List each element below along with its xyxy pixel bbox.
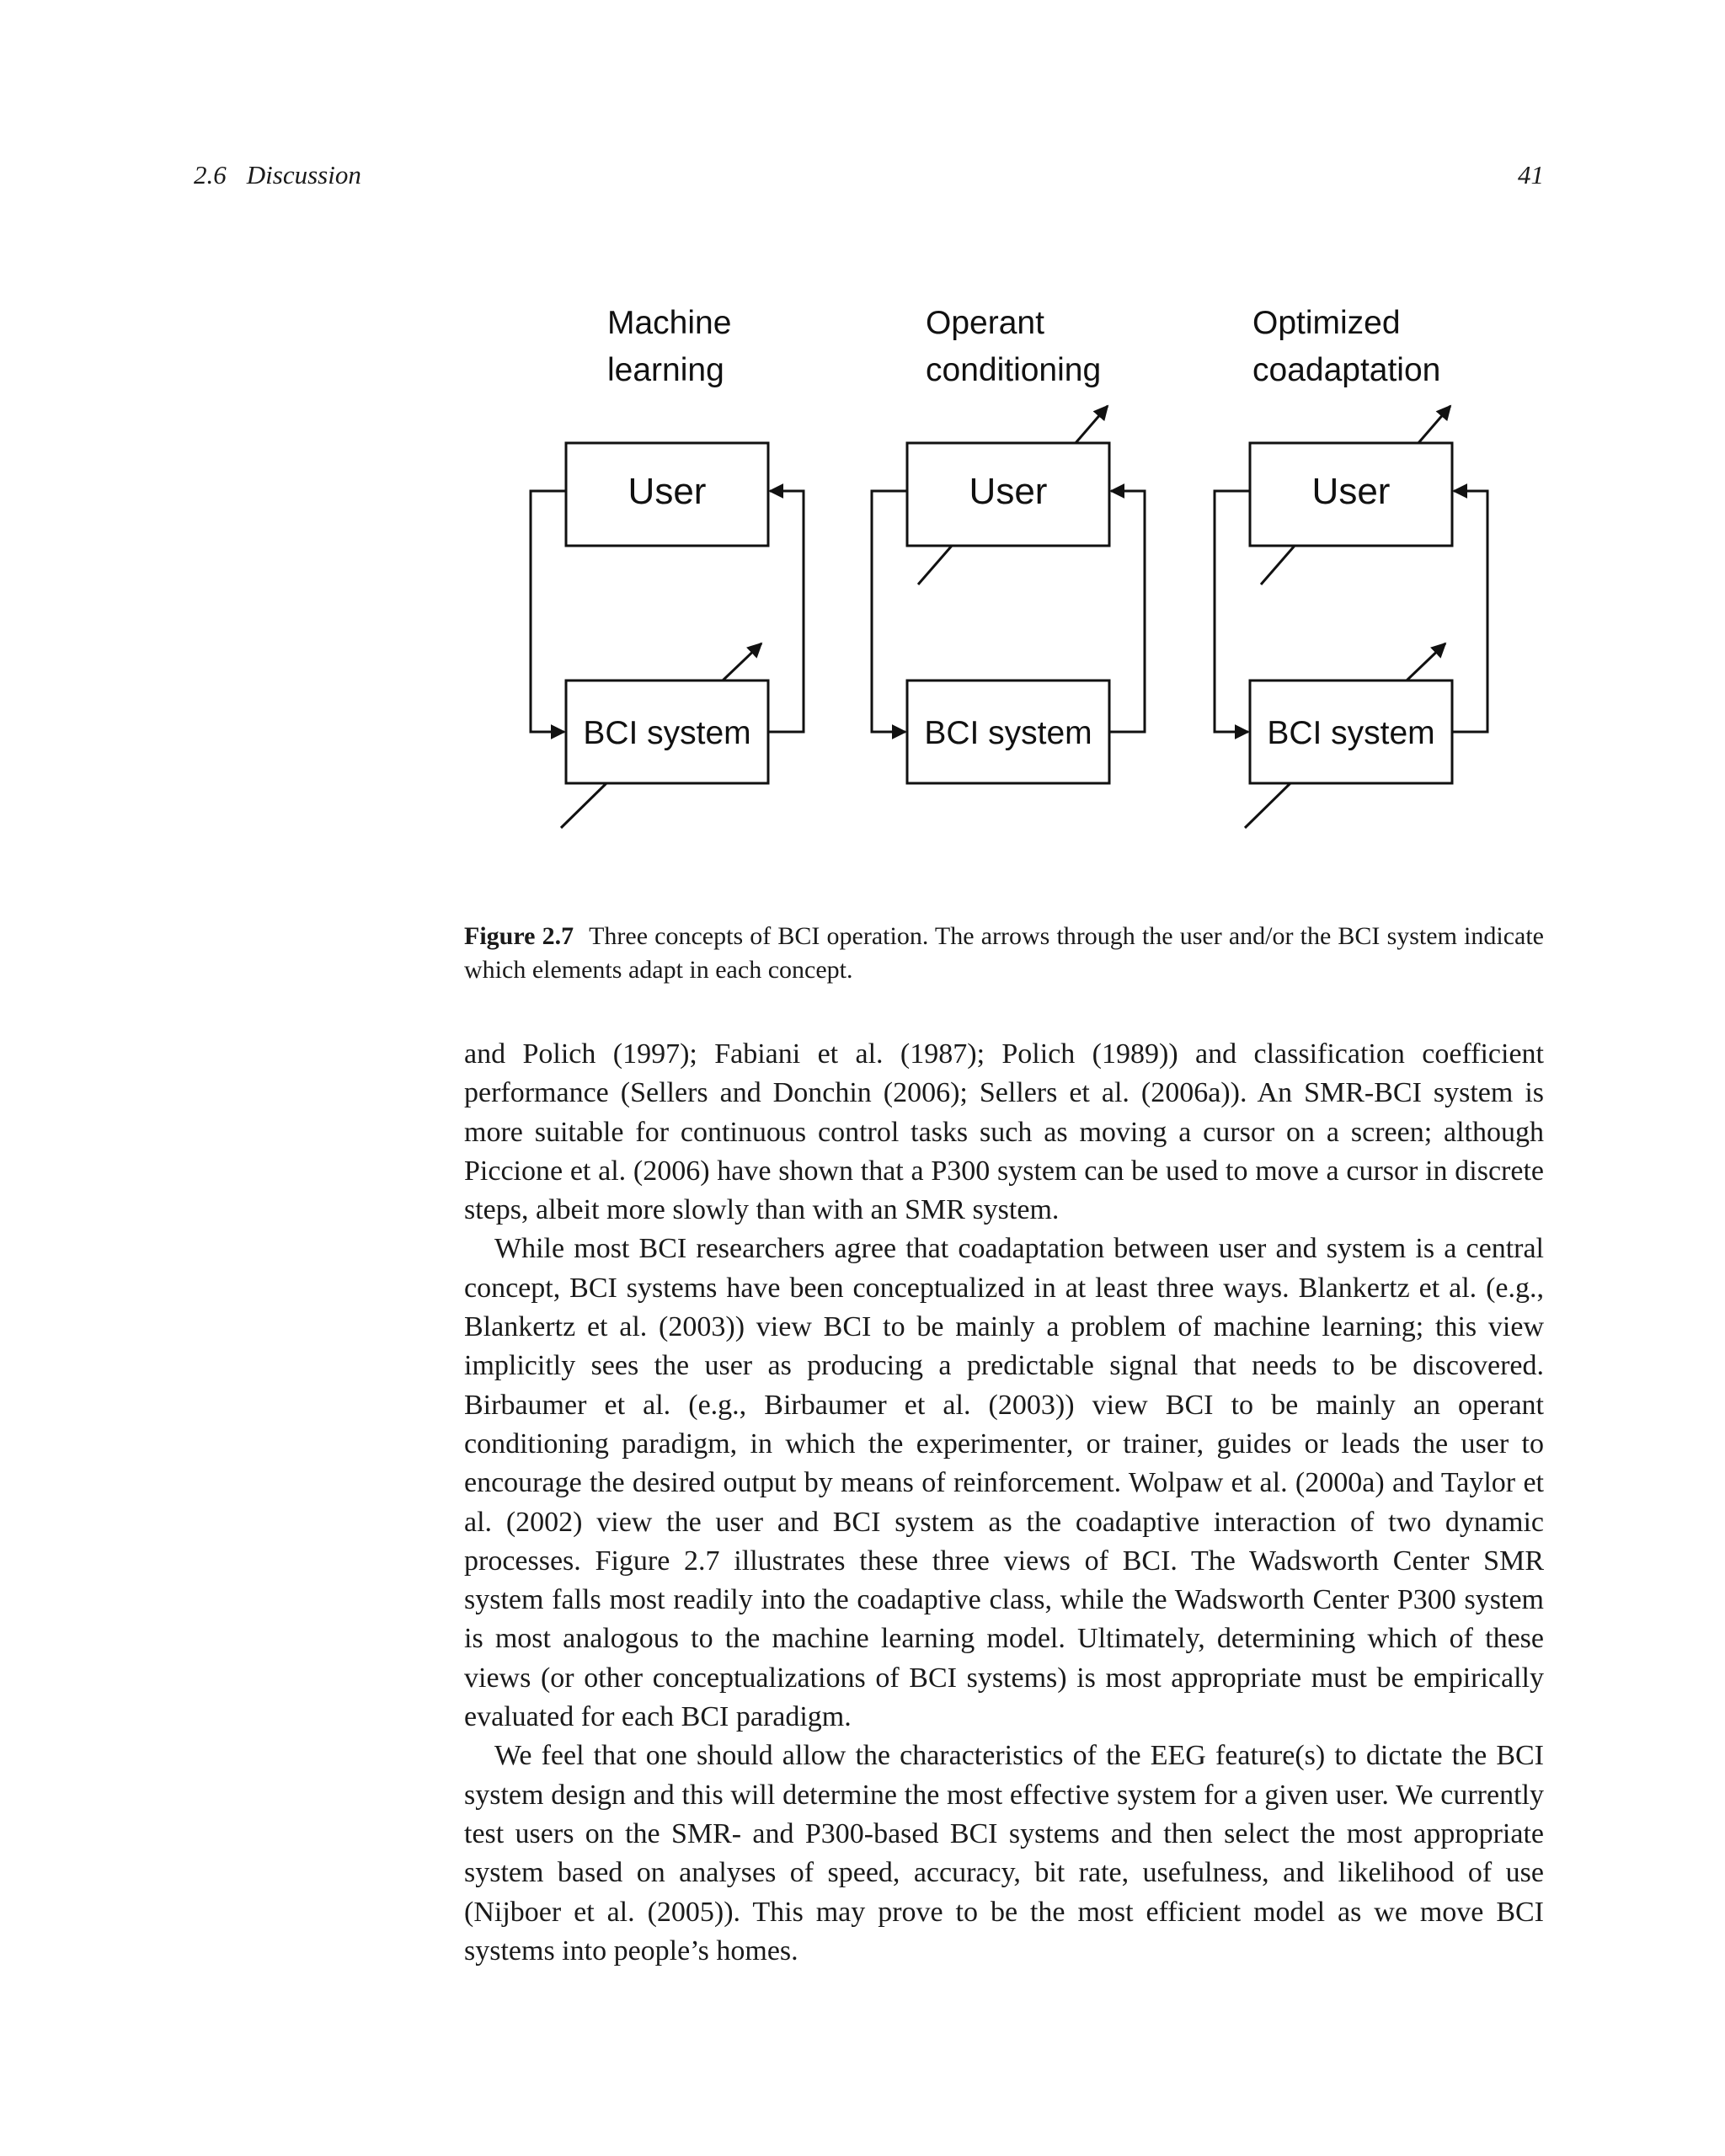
loop-arrow-bci-to-user-operant-conditioning xyxy=(1109,491,1145,732)
figure-caption xyxy=(464,920,1544,987)
coadaptation-diagram xyxy=(0,0,1725,851)
loop-arrow-user-to-bci-operant-conditioning xyxy=(872,491,907,732)
user-label-1: User xyxy=(628,471,707,512)
bci-label-3: BCI system xyxy=(1267,715,1435,751)
paragraph-2: While most BCI researchers agree that coadaptation between user and system is a central concept, BCI systems have been conceptualized in at least three ways. Blankertz et al. (e.g., Blankertz et al. (2003)) view BCI to be mainly a problem of machine learning; this view implicitly sees the user as producing a predictable signal that needs to be discovered. Birbaumer et al. (e.g., Birbaumer et al. (2003)) view BCI to be mainly an operant conditioning paradigm, in which the experimenter, or trainer, guides or leads the user to encourage the desired output by means of reinforcement. Wolpaw et al. (2000a) and Taylor et al. (2002) view the user and BCI system as the coadaptive interaction of two dynamic processes. Figure 2.7 illustrates these three views of BCI. The Wadsworth Center SMR system falls most readily into the coadaptive class, while the Wadsworth Center P300 system is most analogous to the machine learning model. Ultimately, determining which of these views (or other conceptualizations of BCI systems) is most appropriate must be empirically evaluated for each BCI paradigm. xyxy=(464,1233,1544,1733)
page-number: 41 xyxy=(1518,160,1544,189)
section-number: 2.6 xyxy=(194,160,227,189)
bci-label-1: BCI system xyxy=(583,715,751,751)
bci-label-2: BCI system xyxy=(924,715,1092,751)
paragraph-1: and Polich (1997); Fabiani et al. (1987); Polich (1989)) and classification coefficient performance (Sellers and Donchin (2006); Sellers et al. (2006a)). An SMR-BCI system is more suitable for continuous control tasks such as moving a cursor on a screen; although Piccione et al. (2006) have shown that a P300 system can be used to move a cursor in discrete steps, albeit more slowly than with an SMR system. xyxy=(464,1038,1544,1226)
panel-title-operant-conditioning: Operant conditioning xyxy=(926,305,1102,388)
figure-2-7 xyxy=(0,0,1725,851)
user-adapt-line-lower-optimized-coadaptation xyxy=(1261,546,1295,584)
bci-adapt-arrow-machine-learning xyxy=(723,643,761,680)
bci-adapt-line-lower-machine-learning xyxy=(561,783,606,828)
user-label-2: User xyxy=(969,471,1048,512)
panel-title-optimized-coadaptation: Optimized coadaptation xyxy=(1252,305,1441,388)
user-adapt-line-lower-operant-conditioning xyxy=(918,546,952,584)
bci-adapt-line-lower-optimized-coadaptation xyxy=(1245,783,1290,828)
section-title: Discussion xyxy=(246,160,361,189)
loop-arrow-bci-to-user-machine-learning xyxy=(768,491,804,732)
panel-title-machine-learning: Machine learning xyxy=(607,305,732,388)
user-adapt-arrow-optimized-coadaptation xyxy=(1418,406,1450,443)
user-adapt-arrow-operant-conditioning xyxy=(1076,406,1108,443)
bci-adapt-arrow-optimized-coadaptation xyxy=(1407,643,1445,680)
figure-caption-text: Three concepts of BCI operation. The arrows through the user and/or the BCI system indicate which elements adapt in each concept. xyxy=(464,922,1544,984)
loop-arrow-user-to-bci-optimized-coadaptation xyxy=(1215,491,1250,732)
paragraph-3: We feel that one should allow the characteristics of the EEG feature(s) to dictate the BCI system design and this will determine the most effective system for a given user. We currently test users on the SMR- and P300-based BCI systems and then select the most appropriate system based on analyses of speed, accuracy, bit rate, usefulness, and likelihood of use (Nijboer et al. (2005)). This may prove to be the most efficient model as we move BCI systems into people’s homes. xyxy=(464,1740,1544,1967)
figure-caption-label: Figure 2.7 xyxy=(464,922,574,950)
body-text xyxy=(464,1035,1544,1971)
loop-arrow-user-to-bci-machine-learning xyxy=(531,491,566,732)
loop-arrow-bci-to-user-optimized-coadaptation xyxy=(1452,491,1487,732)
user-label-3: User xyxy=(1311,471,1391,512)
